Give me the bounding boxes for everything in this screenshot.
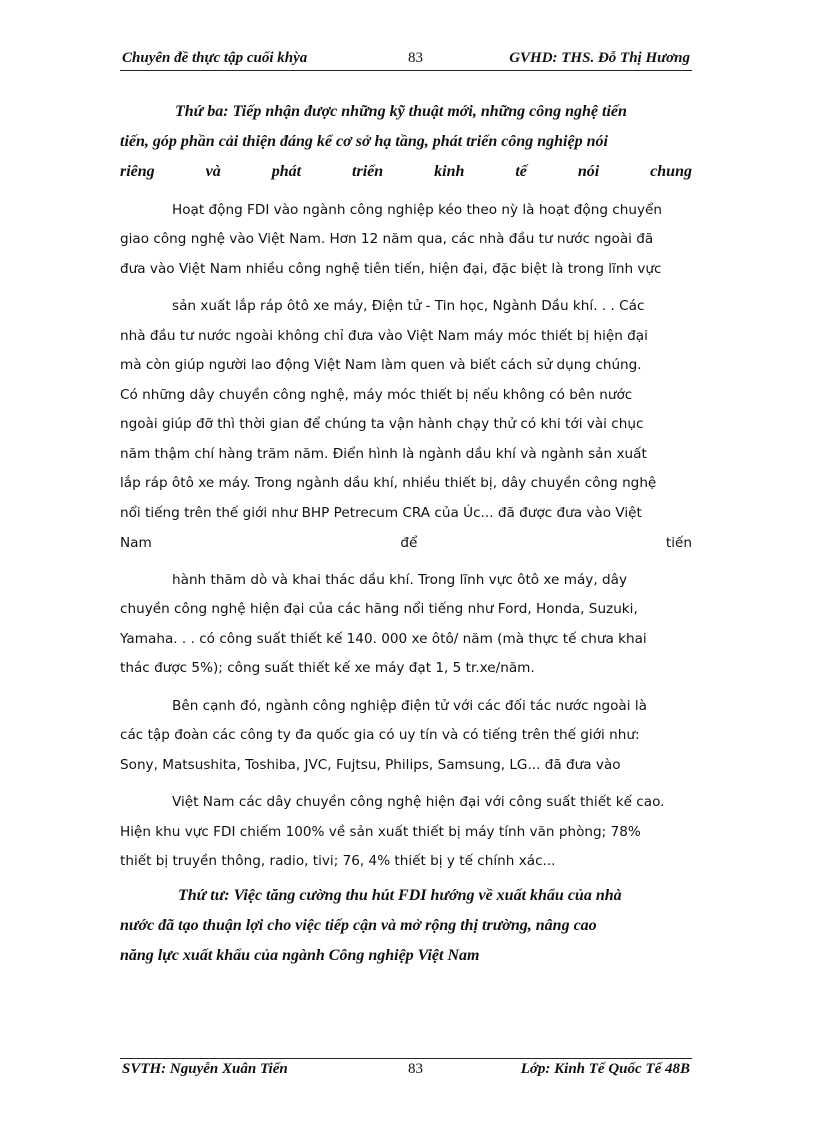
- heading-line-justified: [120, 163, 692, 181]
- paragraph-line: thác được 5%); công suất thiết kế xe máy đạt 1, 5 tr.xe/năm.: [120, 660, 535, 676]
- paragraph-line: thiết bị truyền thông, radio, tivi; 76, 4% thiết bị y tế chính xác...: [120, 853, 556, 869]
- heading-line: năng lực xuất khẩu của ngành Công nghiệp Việt Nam: [120, 947, 480, 964]
- heading-line: Thứ tư: Việc tăng cường thu hút FDI hướng về xuất khẩu của nhà: [178, 887, 622, 904]
- paragraph-line: năm thậm chí hàng trăm năm. Điển hình là ngành dầu khí và ngành sản xuất: [120, 446, 647, 462]
- paragraph-line: Việt Nam các dây chuyền công nghệ hiện đại với công suất thiết kế cao.: [172, 794, 665, 810]
- page-footer: [120, 1058, 692, 1081]
- paragraph-line: giao công nghệ vào Việt Nam. Hơn 12 năm qua, các nhà đầu tư nước ngoài đã: [120, 231, 654, 247]
- paragraph-line: hành thăm dò và khai thác dầu khí. Trong lĩnh vực ôtô xe máy, dây: [172, 572, 627, 588]
- paragraph-word: tiến: [665, 535, 692, 551]
- paragraph-line: sản xuất lắp ráp ôtô xe máy, Điện tử - Tin học, Ngành Dầu khí. . . Các: [172, 298, 645, 314]
- paragraph-line: Yamaha. . . có công suất thiết kế 140. 000 xe ôtô/ năm (mà thực tế chưa khai: [120, 631, 647, 647]
- paragraph-line: Hiện khu vực FDI chiếm 100% về sản xuất thiết bị máy tính văn phòng; 78%: [120, 824, 641, 840]
- paragraph-line: nhà đầu tư nước ngoài không chỉ đưa vào Việt Nam máy móc thiết bị hiện đại: [120, 328, 648, 344]
- heading-word: riêng: [120, 163, 155, 180]
- heading-word: chung: [650, 163, 692, 180]
- heading-line: tiến, góp phần cải thiện đáng kể cơ sở hạ tầng, phát triển công nghiệp nói: [120, 133, 608, 150]
- heading-word: nói: [577, 163, 600, 180]
- page-header: [120, 48, 692, 71]
- paragraph-line: lắp ráp ôtô xe máy. Trong ngành dầu khí, nhiều thiết bị, dây chuyền công nghệ: [120, 475, 657, 491]
- paragraph-line: Sony, Matsushita, Toshiba, JVC, Fujtsu, Philips, Samsung, LG... đã đưa vào: [120, 757, 621, 773]
- footer-page-number: 83: [408, 1061, 423, 1077]
- heading-word: tế: [515, 163, 527, 180]
- paragraph-word: để: [400, 535, 418, 551]
- heading-line: Thứ ba: Tiếp nhận được những kỹ thuật mới, những công nghệ tiến: [175, 103, 627, 120]
- paragraph-line: chuyền công nghệ hiện đại của các hãng nổi tiếng như Ford, Honda, Suzuki,: [120, 601, 638, 617]
- header-page-number: 83: [408, 50, 423, 66]
- paragraph-line: Có những dây chuyền công nghệ, máy móc thiết bị nếu không có bên nước: [120, 387, 633, 403]
- header-title: Chuyên đề thực tập cuối khỳa: [122, 50, 308, 66]
- paragraph-word: Nam: [120, 535, 152, 551]
- heading-word: kinh: [434, 163, 465, 180]
- paragraph-line: Bên cạnh đó, ngành công nghiệp điện tử với các đối tác nước ngoài là: [172, 698, 647, 714]
- paragraph-line: ngoài giúp đỡ thì thời gian để chúng ta vận hành chạy thử có khi tới vài chục: [120, 416, 644, 432]
- heading-word: phát: [271, 163, 302, 180]
- header-advisor: GVHD: THS. Đỗ Thị Hương: [509, 50, 690, 66]
- paragraph-line: các tập đoàn các công ty đa quốc gia có uy tín và có tiếng trên thế giới như:: [120, 727, 640, 743]
- footer-class: Lớp: Kinh Tế Quốc Tế 48B: [520, 1061, 690, 1077]
- paragraph-line: Hoạt động FDI vào ngành công nghiệp kéo theo nỳ là hoạt động chuyển: [172, 202, 662, 218]
- paragraph-line: đưa vào Việt Nam nhiều công nghệ tiên tiến, hiện đại, đặc biệt là trong lĩnh vực: [120, 261, 662, 277]
- paragraph-line: mà còn giúp người lao động Việt Nam làm quen và biết cách sử dụng chúng.: [120, 357, 642, 373]
- heading-line: nước đã tạo thuận lợi cho việc tiếp cận và mở rộng thị trường, nâng cao: [120, 917, 597, 934]
- footer-student: SVTH: Nguyễn Xuân Tiến: [122, 1061, 288, 1077]
- heading-word: và: [205, 163, 221, 180]
- paragraph-line-justified: [120, 535, 692, 551]
- heading-word: triển: [352, 163, 384, 180]
- paragraph-line: nổi tiếng trên thế giới như BHP Petrecum CRA của Úc... đã được đưa vào Việt: [120, 505, 642, 521]
